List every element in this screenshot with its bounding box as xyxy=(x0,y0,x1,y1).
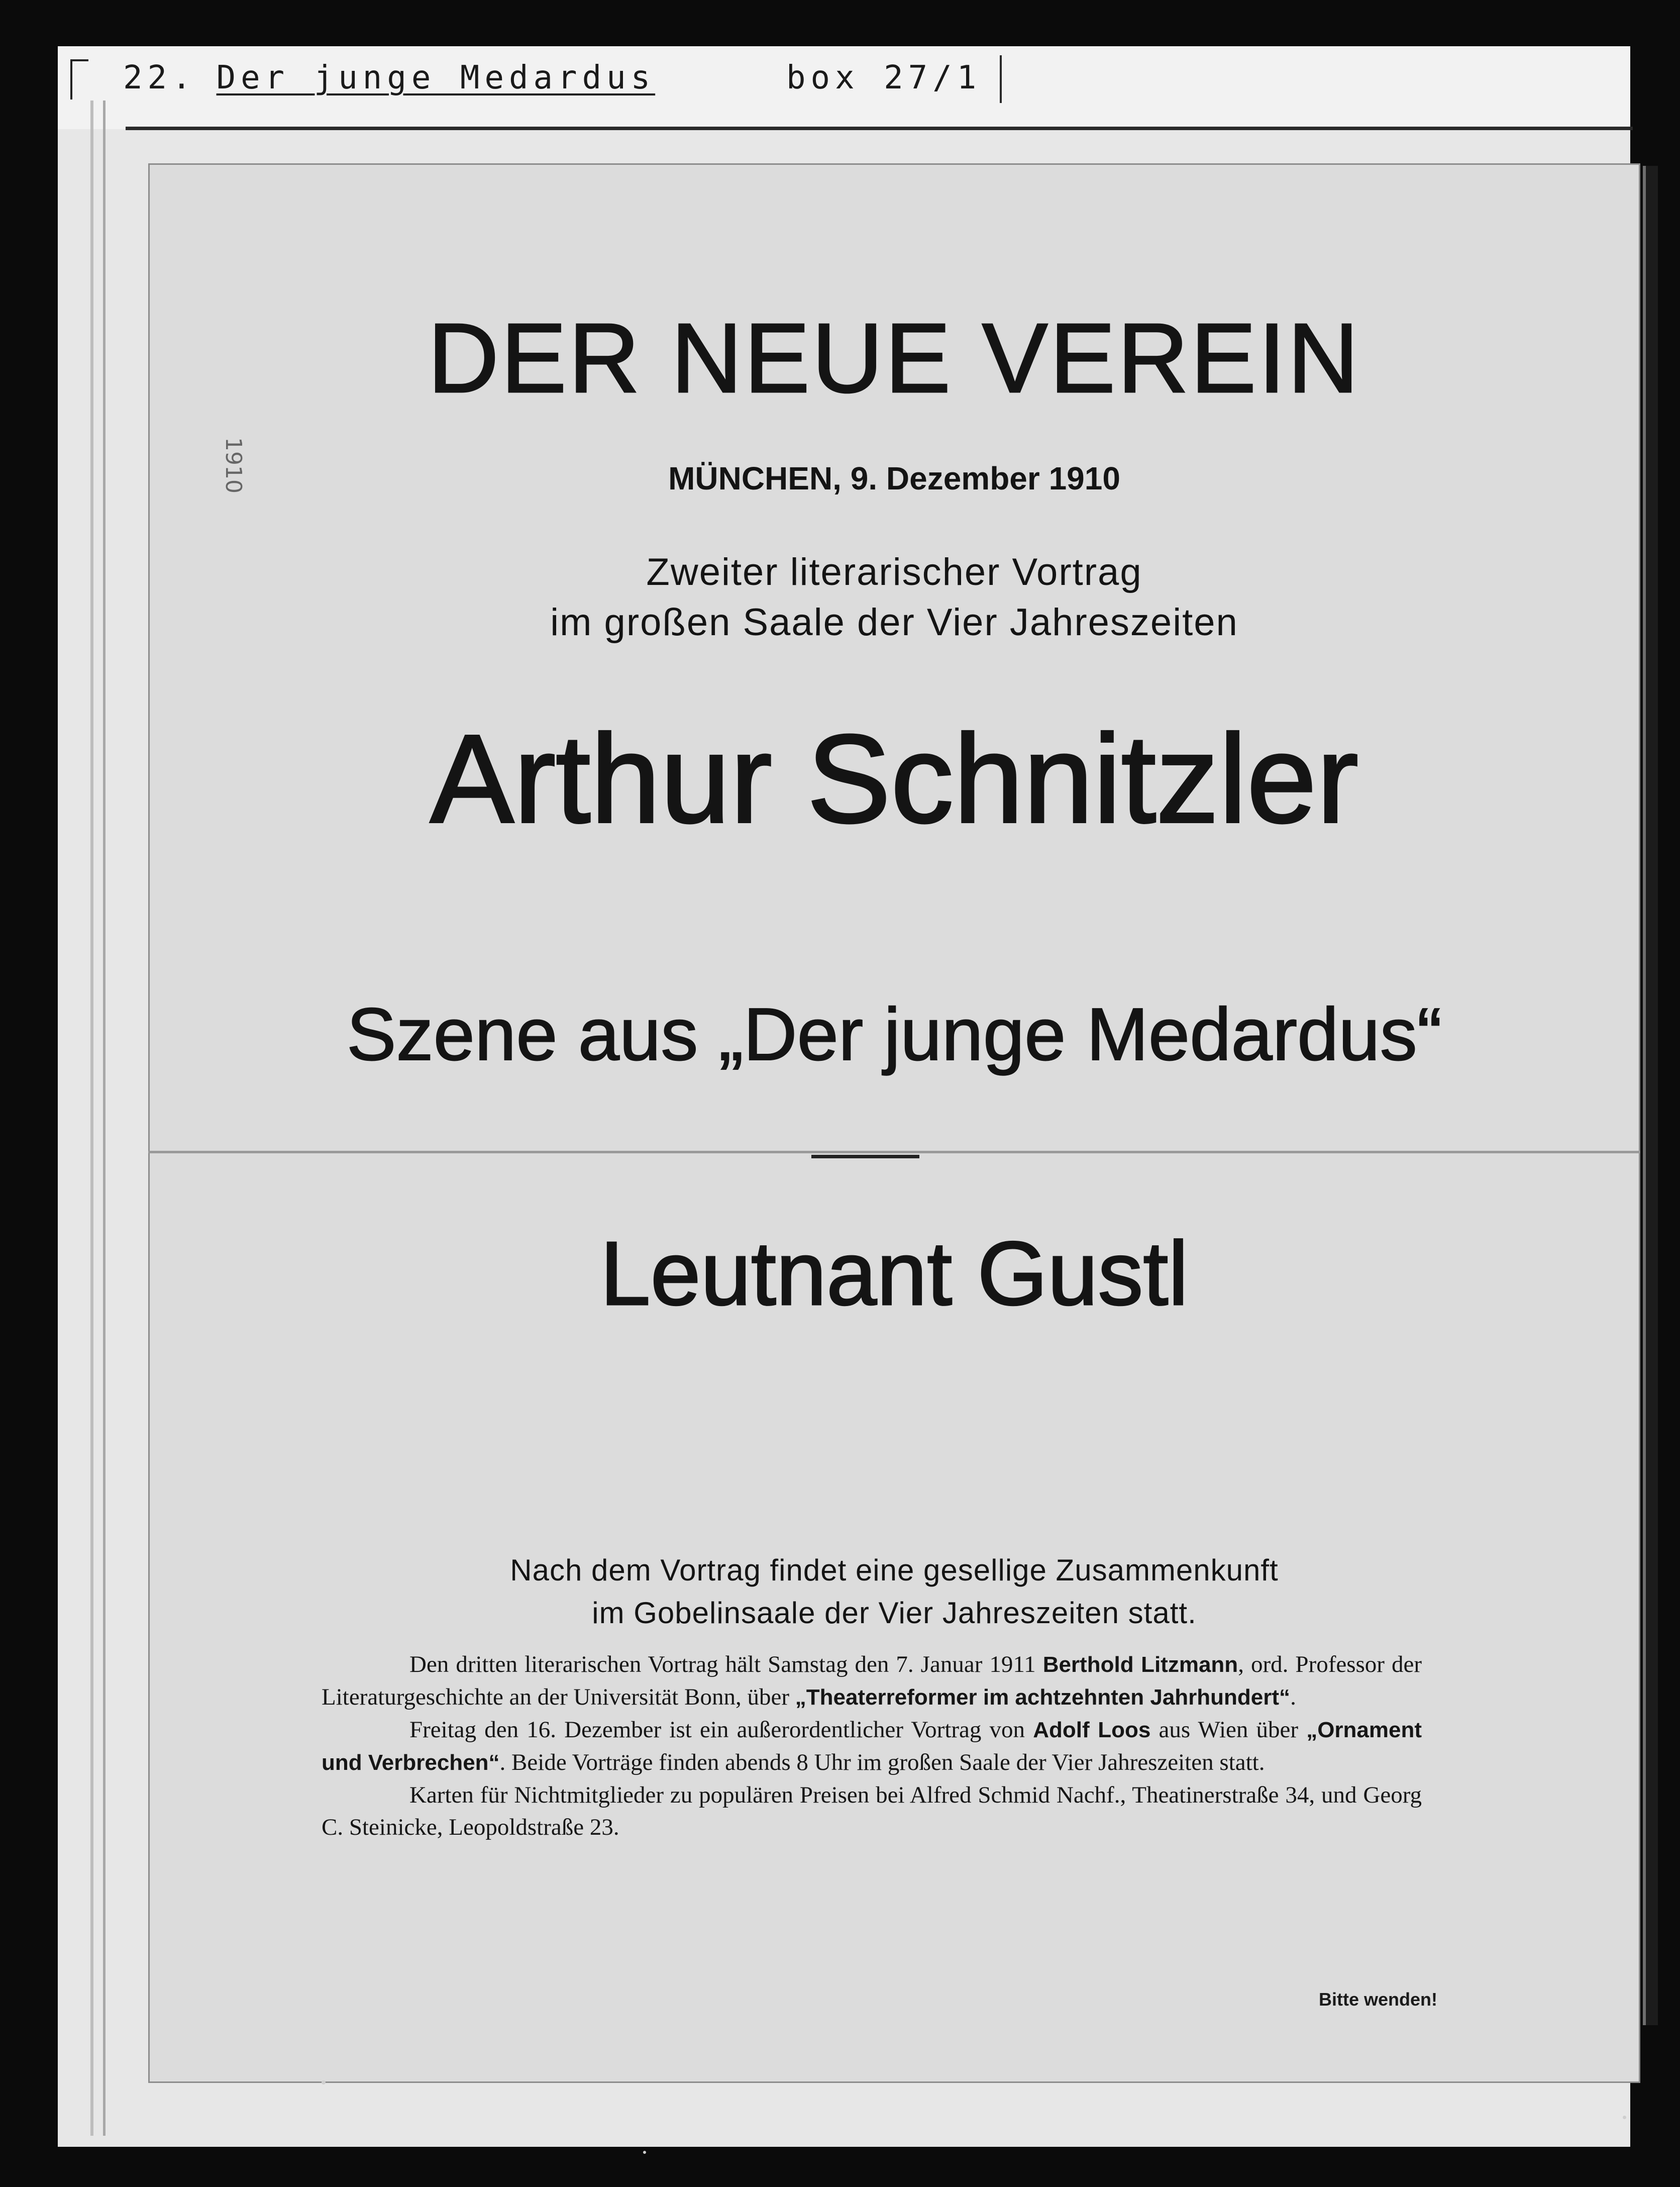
author-name: Arthur Schnitzler xyxy=(430,709,1358,849)
announcement-1: Den dritten literarischen Vortrag hält Samstag den 7. Januar 1911 Berthold Litzmann, ord. Professor der Literaturgeschichte an der Universität Bonn, über „Theaterreformer im achtzehnten Jahrhundert“. xyxy=(322,1651,1422,1710)
gathering-note-2: im Gobelinsaale der Vier Jahreszeiten statt. xyxy=(592,1596,1197,1630)
speaker-name: Berthold Litzmann xyxy=(1042,1652,1238,1677)
dust-speck xyxy=(1623,2116,1626,2119)
pencil-annotation: 1910 xyxy=(221,437,246,493)
folder-edge-right xyxy=(1643,166,1658,2025)
city-date: MÜNCHEN, 9. Dezember 1910 xyxy=(668,460,1120,496)
gathering-note-1: Nach dem Vortrag findet eine gesellige Zusammenkunft xyxy=(510,1553,1279,1587)
work-title-1: Szene aus „Der junge Medardus“ xyxy=(346,993,1442,1076)
announcements xyxy=(322,1648,1422,1843)
lecture-title: „Ornament und Verbrechen“ xyxy=(322,1718,1422,1775)
archive-title: Der junge Medardus xyxy=(216,59,656,96)
lecture-line-1: Zweiter literarischer Vortrag xyxy=(646,551,1142,593)
fold-line xyxy=(148,1151,1640,1153)
organization-title: DER NEUE VEREIN xyxy=(428,303,1361,413)
work-title-2: Leutnant Gustl xyxy=(600,1223,1189,1324)
folder-edge xyxy=(103,101,106,2136)
label-divider xyxy=(1000,55,1002,103)
announcement-3: Karten für Nichtmitglieder zu populären Preisen bei Alfred Schmid Nachf., Theatinerstraße 34, und Georg C. Steinicke, Leopoldstraße 23. xyxy=(322,1782,1422,1840)
speaker-name: Adolf Loos xyxy=(1033,1718,1151,1742)
turn-page-note: Bitte wenden! xyxy=(1319,1989,1438,2010)
folder-edge xyxy=(90,101,93,2136)
work-divider xyxy=(811,1155,919,1158)
archive-number: 22. xyxy=(123,59,196,96)
archive-box: box 27/1 xyxy=(786,59,982,96)
dust-speck xyxy=(322,2080,326,2084)
announcement-2: Freitag den 16. Dezember ist ein außerordentlicher Vortrag von Adolf Loos aus Wien über „Ornament und Verbrechen“. Beide Vorträge finden abends 8 Uhr im großen Saale der Vier Jahreszeiten statt. xyxy=(322,1717,1422,1775)
label-underline xyxy=(126,127,1633,130)
archive-label-left xyxy=(123,59,655,96)
label-corner-mark xyxy=(70,59,88,100)
dust-speck xyxy=(643,2151,646,2154)
lecture-line-2: im großen Saale der Vier Jahreszeiten xyxy=(550,601,1238,644)
lecture-title: „Theaterreformer im achtzehnten Jahrhundert“ xyxy=(795,1685,1291,1710)
